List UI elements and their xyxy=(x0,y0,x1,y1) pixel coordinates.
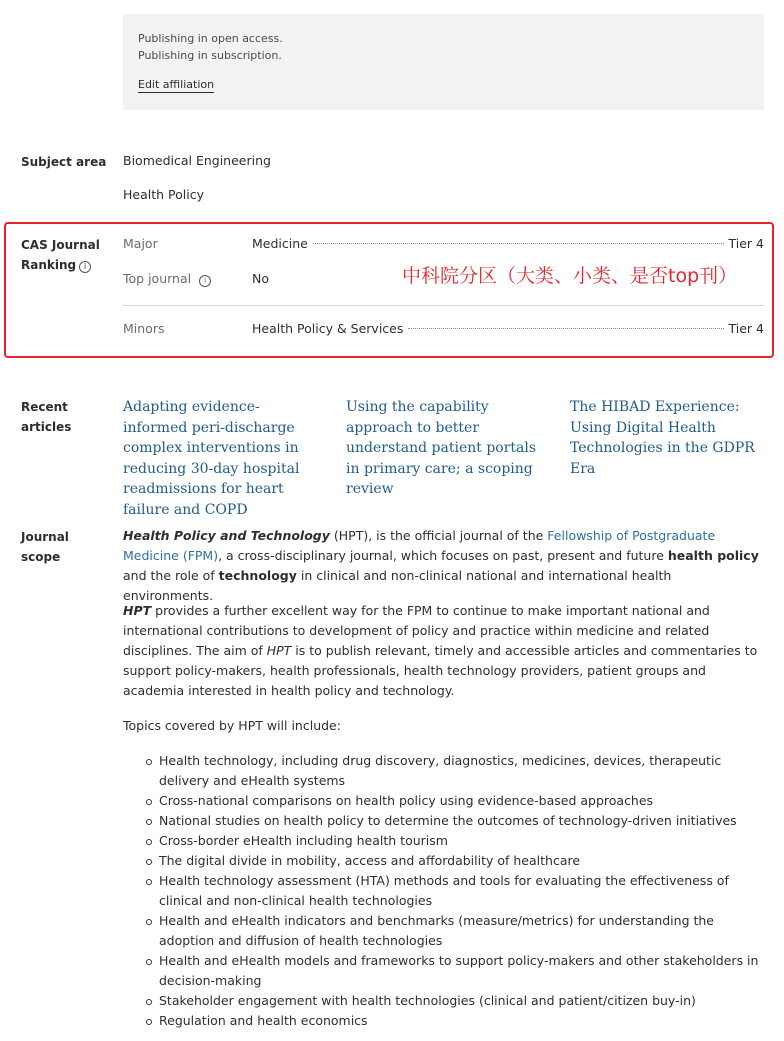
info-icon[interactable]: i xyxy=(79,261,91,273)
subject-item: Biomedical Engineering xyxy=(123,153,271,168)
major-row xyxy=(123,235,764,253)
top-journal-row xyxy=(123,270,383,288)
subject-area-label: Subject area xyxy=(21,155,107,169)
fpm-link[interactable]: Fellowship of Postgraduate Medicine (FPM) xyxy=(123,528,716,563)
minors-row xyxy=(123,320,764,338)
cas-ranking-label: CAS Journal Ranking i xyxy=(21,238,100,272)
article-link[interactable]: The HIBAD Experience: Using Digital Health Technologies in the GDPR Era xyxy=(570,399,755,477)
list-item: Health technology, including drug discovery, diagnostics, medicines, devices, therapeutic delivery and eHealth systems xyxy=(159,751,764,791)
affiliation-box xyxy=(123,14,764,110)
list-item: Stakeholder engagement with health technologies (clinical and patient/citizen buy-in) xyxy=(159,991,764,1011)
journal-scope-label: Journal scope xyxy=(21,530,69,564)
list-item: Health and eHealth indicators and benchmarks (measure/metrics) for understanding the adoption and diffusion of health technologies xyxy=(159,911,764,951)
list-item: Cross-border eHealth including health tourism xyxy=(159,831,764,851)
open-access-text: Publishing in open access. xyxy=(138,32,283,45)
top-journal-label: Top journal i xyxy=(123,270,211,288)
dotted-leader xyxy=(408,328,723,329)
minors-value: Health Policy & Services xyxy=(252,321,404,336)
subject-item: Health Policy xyxy=(123,187,204,202)
list-item: The digital divide in mobility, access and affordability of healthcare xyxy=(159,851,764,871)
list-item: Regulation and health economics xyxy=(159,1011,764,1031)
cas-annotation: 中科院分区（大类、小类、是否top刊） xyxy=(402,265,738,287)
article-link[interactable]: Adapting evidence-informed peri-discharge complex interventions in reducing 30-day hospital readmissions for heart failure and COPD xyxy=(123,399,300,518)
dotted-leader xyxy=(313,243,724,244)
list-item: Health technology assessment (HTA) methods and tools for evaluating the effectiveness of clinical and non-clinical health technologies xyxy=(159,871,764,911)
minors-label: Minors xyxy=(123,321,165,336)
recent-articles-label: Recent articles xyxy=(21,400,72,434)
subscription-text: Publishing in subscription. xyxy=(138,49,282,62)
article-link[interactable]: Using the capability approach to better understand patient portals in primary care; a scoping review xyxy=(346,399,537,497)
topics-intro: Topics covered by HPT will include: xyxy=(123,718,341,733)
edit-affiliation-link[interactable]: Edit affiliation xyxy=(138,78,215,91)
scope-paragraph-1: Health Policy and Technology (HPT), is the official journal of the Fellowship of Postgraduate Medicine (FPM), a cross-disciplinary journal, which focuses on past, present and future health policy and the role of technology in clinical and non-clinical national and international health environments. xyxy=(123,528,759,603)
major-label: Major xyxy=(123,236,158,251)
minors-tier: Tier 4 xyxy=(728,321,764,336)
info-icon[interactable]: i xyxy=(199,275,211,287)
major-value: Medicine xyxy=(252,236,308,251)
list-item: National studies on health policy to determine the outcomes of technology-driven initiatives xyxy=(159,811,764,831)
major-tier: Tier 4 xyxy=(728,236,764,251)
scope-paragraph-2: HPT provides a further excellent way for the FPM to continue to make important national and international contributions to development of policy and practice within medicine and related disciplines. The aim of HPT is to publish relevant, timely and accessible articles and commentaries to support policy-makers, health professionals, health technology providers, patient groups and academia interested in health policy and technology. xyxy=(123,603,758,698)
list-item: Health and eHealth models and frameworks to support policy-makers and other stakeholders in decision-making xyxy=(159,951,764,991)
top-journal-value: No xyxy=(252,271,269,286)
topics-list xyxy=(159,751,764,1031)
list-item: Cross-national comparisons on health policy using evidence-based approaches xyxy=(159,791,764,811)
divider xyxy=(123,305,764,306)
